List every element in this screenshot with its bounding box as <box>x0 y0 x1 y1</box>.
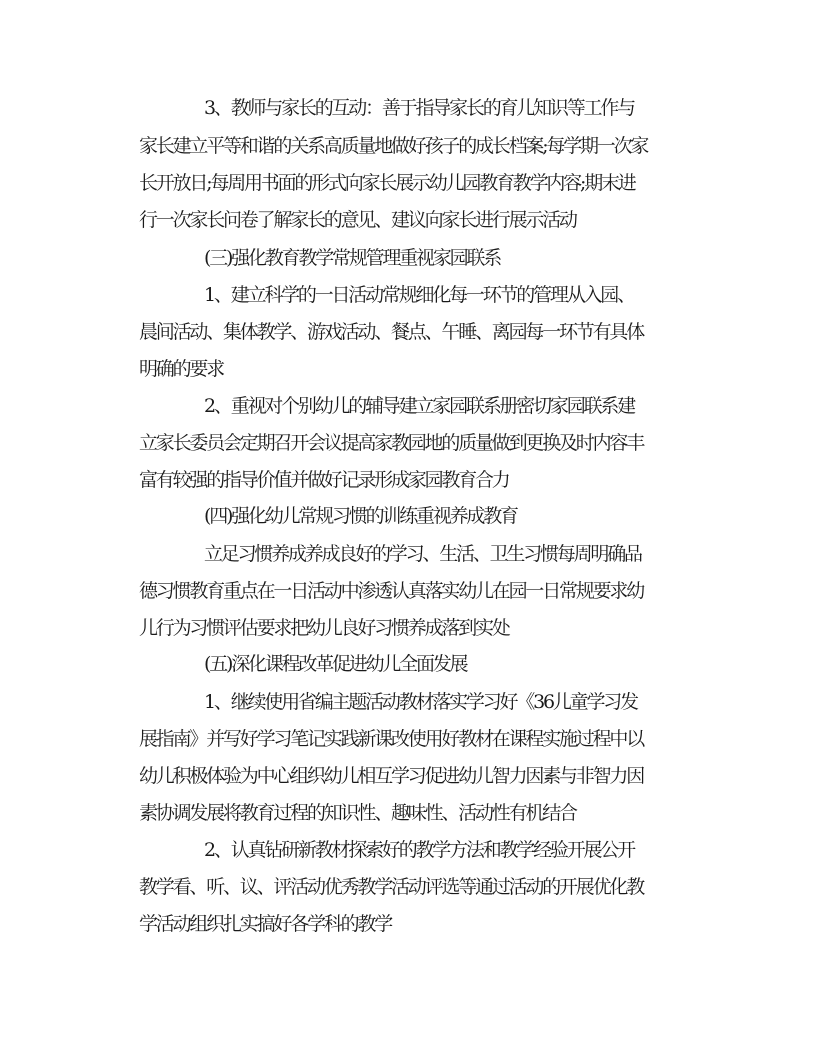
paragraph-line: 幼儿积极体验为中心组织幼儿相互学习促进幼儿智力因素与非智力因 <box>139 765 644 787</box>
paragraph-line: 素协调发展将教育过程的知识性、趣味性、活动性有机结合 <box>139 802 576 824</box>
paragraph-line: 富有较强的指导价值并做好记录形成家园教育合力 <box>139 469 509 491</box>
section-heading: (四)强化幼儿常规习惯的训练重视养成教育 <box>204 505 517 527</box>
paragraph-line: 立家长委员会定期召开会议提高家教园地的质量做到更换及时内容丰 <box>139 432 644 454</box>
paragraph-line: 德习惯教育重点在一日活动中渗透认真落实幼儿在园一日常规要求幼 <box>139 580 644 602</box>
paragraph-line: 长开放日;每周用书面的形式向家长展示幼儿园教育教学内容;期末进 <box>139 172 635 194</box>
paragraph-line: 行一次家长问卷了解家长的意见、建议向家长进行展示活动 <box>139 209 576 231</box>
paragraph-line: 1、继续使用省编主题活动教材落实学习好《36儿童学习发 <box>204 691 637 713</box>
paragraph-line: 教学看、听、议、评活动优秀教学活动评选等通过活动的开展优化教 <box>139 876 644 898</box>
paragraph-line: 家长建立平等和谐的关系高质量地做好孩子的成长档案;每学期一次家 <box>139 135 648 157</box>
paragraph-line: 2、重视对个别幼儿的辅导建立家园联系册密切家园联系建 <box>204 395 634 417</box>
section-heading: (三)强化教育教学常规管理重视家园联系 <box>204 247 501 269</box>
paragraph-line: 3、教师与家长的互动：善于指导家长的育儿知识等工作与 <box>204 97 634 119</box>
paragraph-line: 立足习惯养成养成良好的学习、生活、卫生习惯每周明确品 <box>204 543 641 565</box>
paragraph-line: 儿行为习惯评估要求把幼儿良好习惯养成落到实处 <box>139 617 509 639</box>
paragraph-line: 明确的要求 <box>139 358 224 380</box>
section-heading: (五)深化课程改革促进幼儿全面发展 <box>204 653 467 675</box>
paragraph-line: 晨间活动、集体教学、游戏活动、餐点、午睡、离园每一环节有具体 <box>139 321 644 343</box>
paragraph-line: 学活动组织扎实搞好各学科的教学 <box>139 913 392 935</box>
paragraph-line: 展指南》并写好学习笔记实践新课改使用好教材在课程实施过程中以 <box>139 728 644 750</box>
paragraph-line: 1、建立科学的一日活动常规细化每一环节的管理从入园、 <box>204 284 634 306</box>
paragraph-line: 2、认真钻研新教材探索好的教学方法和教学经验开展公开 <box>204 839 634 861</box>
